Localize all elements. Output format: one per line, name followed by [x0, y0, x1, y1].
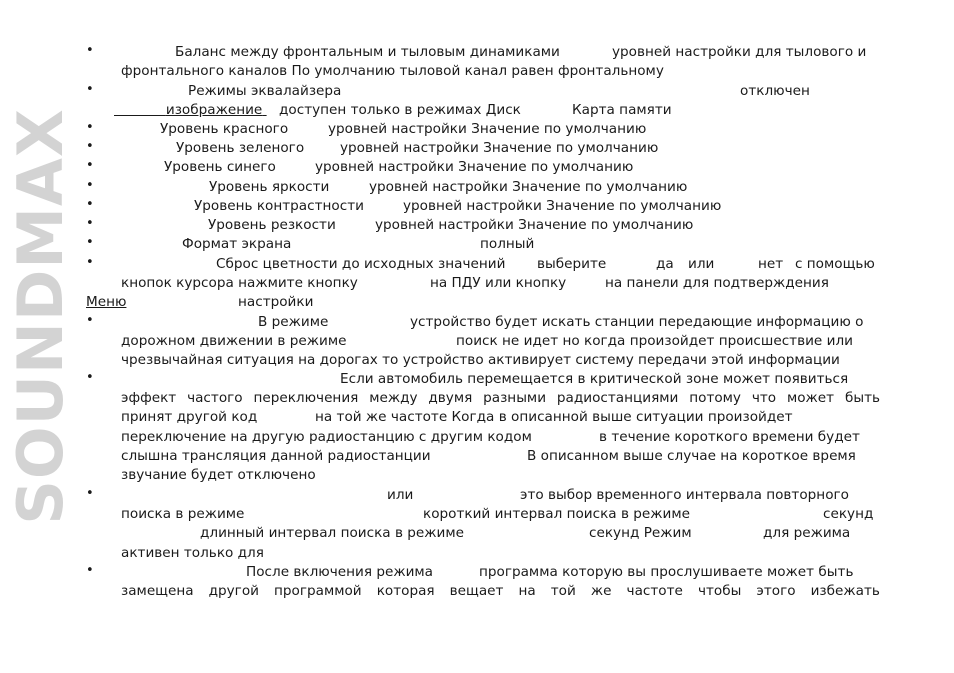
bullet: • — [86, 216, 94, 231]
word: частоте — [626, 583, 683, 599]
brightness-levels: уровней настройки Значение по умолчанию — [369, 179, 688, 195]
contrast-label: Уровень контрастности — [194, 198, 364, 214]
word: той — [550, 583, 576, 599]
image-heading: изображение — [165, 102, 263, 118]
bullet: • — [86, 82, 94, 97]
ta-emergency: чрезвычайная ситуация на дорогах то устройство активирует систему передачи этой информации — [121, 352, 840, 368]
bullet: • — [86, 197, 94, 212]
green-label: Уровень зеленого — [176, 140, 305, 156]
bullet: • — [86, 178, 94, 193]
balance-text: Баланс между фронтальным и тыловым динамиками — [175, 44, 560, 60]
word: эффект — [121, 390, 177, 406]
prog-replaced — [121, 582, 880, 601]
sharpness-label: Уровень резкости — [208, 217, 336, 233]
crit-freq: на той же частоте Когда в описанной выше ситуации произойдет — [315, 409, 793, 425]
ta-mode: В режиме — [258, 314, 329, 330]
int-long: длинный интервал поиска в режиме — [200, 525, 464, 541]
bullet: • — [86, 120, 94, 135]
reset-with: с помощью — [795, 256, 875, 272]
word: между — [369, 390, 418, 406]
sharpness-levels: уровней настройки Значение по умолчанию — [375, 217, 694, 233]
bullet: • — [86, 486, 94, 501]
blue-label: Уровень синего — [164, 159, 276, 175]
word: быть — [844, 390, 880, 406]
red-levels: уровней настройки Значение по умолчанию — [328, 121, 647, 137]
word: на — [518, 583, 536, 599]
word: частого — [187, 390, 243, 406]
bullet: • — [86, 43, 94, 58]
int-seconds-1: секунд — [823, 506, 874, 522]
bullet: • — [86, 370, 94, 385]
crit-broadcast: слышна трансляция данной радиостанции — [121, 448, 431, 464]
reset-cursor: кнопок курсора нажмите кнопку — [121, 275, 358, 291]
reset-select: выберите — [537, 256, 607, 272]
format-label: Формат экрана — [182, 236, 292, 252]
soundmax-watermark: SOUNDMAX — [3, 107, 77, 525]
prog-after: После включения режима — [246, 564, 434, 580]
bullet: • — [86, 158, 94, 173]
int-seconds-2: секунд Режим — [589, 525, 692, 541]
crit-mute: звучание будет отключено — [121, 467, 316, 483]
image-card: Карта памяти — [572, 102, 672, 118]
int-short: короткий интервал поиска в режиме — [423, 506, 690, 522]
red-label: Уровень красного — [160, 121, 289, 137]
word: радиостанциями — [556, 390, 679, 406]
eq-label: Режимы эквалайзера — [188, 83, 342, 99]
crit-time: в течение короткого времени будет — [599, 429, 860, 445]
ta-road: дорожном движении в режиме — [121, 333, 347, 349]
reset-no: нет — [758, 256, 784, 272]
reset-or: или — [688, 256, 715, 272]
word: этого — [756, 583, 796, 599]
ta-nosearch: поиск не идет но когда произойдет происшествие или — [456, 333, 853, 349]
crit-code: принят другой код — [121, 409, 258, 425]
word: же — [590, 583, 612, 599]
word: разными — [483, 390, 547, 406]
reset-remote: на ПДУ или кнопку — [430, 275, 567, 291]
word: которая — [376, 583, 435, 599]
int-mode: поиска в режиме — [121, 506, 245, 522]
image-availability: доступен только в режимах Диск — [279, 102, 521, 118]
word: переключения — [253, 390, 359, 406]
blue-levels: уровней настройки Значение по умолчанию — [315, 159, 634, 175]
word: программой — [274, 583, 362, 599]
crit-line-2 — [121, 389, 880, 408]
ta-search: устройство будет искать станции передающие информацию о — [410, 314, 864, 330]
reset-text: Сброс цветности до исходных значений — [216, 256, 506, 272]
int-active: активен только для — [121, 545, 264, 561]
eq-value: отключен — [740, 83, 810, 99]
format-value: полный — [480, 236, 535, 252]
bullet: • — [86, 255, 94, 270]
word: может — [786, 390, 835, 406]
word: вещает — [449, 583, 504, 599]
bullet: • — [86, 235, 94, 250]
bullet: • — [86, 139, 94, 154]
balance-default: фронтального каналов По умолчанию тыловой канал равен фронтальному — [121, 63, 664, 79]
crit-intro: Если автомобиль перемещается в критической зоне может появиться — [340, 371, 849, 387]
bullet: • — [86, 313, 94, 328]
word: двумя — [428, 390, 473, 406]
menu-heading: Меню настройки — [86, 294, 314, 310]
int-for-mode: для режима — [763, 525, 851, 541]
int-or: или — [387, 487, 414, 503]
reset-yes: да — [656, 256, 674, 272]
crit-case: В описанном выше случае на короткое время — [527, 448, 856, 464]
word: потому — [689, 390, 741, 406]
prog-program: программа которую вы прослушиваете может быть — [479, 564, 854, 580]
word: что — [751, 390, 777, 406]
bullet: • — [86, 563, 94, 578]
word: чтобы — [697, 583, 742, 599]
brightness-label: Уровень яркости — [209, 179, 330, 195]
int-desc: это выбор временного интервала повторного — [520, 487, 849, 503]
word: избежать — [810, 583, 880, 599]
green-levels: уровней настройки Значение по умолчанию — [340, 140, 659, 156]
word: другой — [208, 583, 259, 599]
balance-levels: уровней настройки для тылового и — [612, 44, 867, 60]
crit-switch: переключение на другую радиостанцию с другим кодом — [121, 429, 532, 445]
word: замещена — [121, 583, 194, 599]
reset-panel: на панели для подтверждения — [605, 275, 829, 291]
contrast-levels: уровней настройки Значение по умолчанию — [403, 198, 722, 214]
